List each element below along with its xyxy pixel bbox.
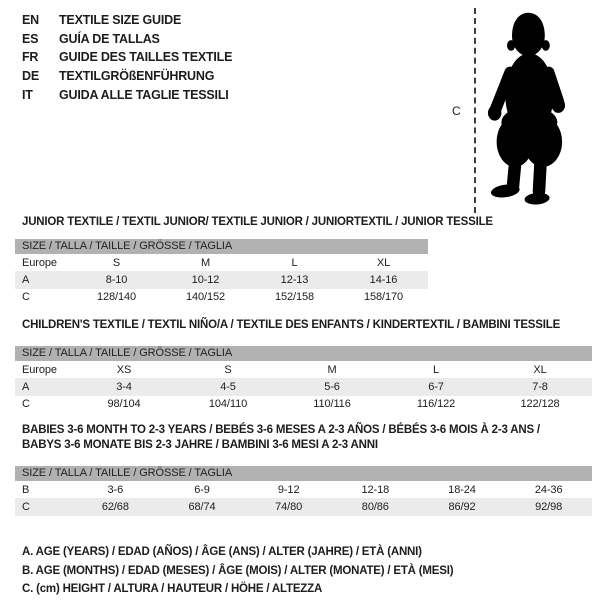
size-cell: 6-7 xyxy=(428,380,444,393)
height-measure-dashed-line xyxy=(474,8,476,213)
size-cell: XL xyxy=(376,256,391,269)
language-code: FR xyxy=(22,50,39,65)
size-cell: 18-24 xyxy=(448,483,476,496)
size-cell: 152/158 xyxy=(274,291,315,304)
measure-label-c: C xyxy=(452,104,461,118)
language-label: TEXTILGRÖßENFÜHRUNG xyxy=(59,69,215,84)
toddler-silhouette-icon xyxy=(481,5,597,217)
legend-line-c: C. (cm) HEIGHT / ALTURA / HAUTEUR / HÖHE / ALTEZZA xyxy=(22,583,323,596)
babies-section-title xyxy=(22,423,540,453)
size-cell: XL xyxy=(533,363,547,376)
table-row-europe xyxy=(15,254,428,271)
row-label: Europe xyxy=(22,363,57,376)
table-row-months xyxy=(15,481,592,498)
size-header-bar: SIZE / TALLA / TAILLE / GRÖSSE / TAGLIA xyxy=(15,346,592,361)
size-cell: 3-4 xyxy=(116,380,132,393)
row-label: C xyxy=(22,291,30,304)
size-cell: 8-10 xyxy=(105,273,128,286)
babies-size-table xyxy=(15,466,592,516)
language-row-en xyxy=(22,11,232,30)
language-row-de xyxy=(22,67,232,86)
size-cell: L xyxy=(291,256,298,269)
row-label: C xyxy=(22,500,30,513)
legend-line-b: B. AGE (MONTHS) / EDAD (MESES) / ÂGE (MOIS) / ALTER (MONATE) / ETÀ (MESI) xyxy=(22,564,454,577)
size-cell: M xyxy=(327,363,337,376)
legend-line-a: A. AGE (YEARS) / EDAD (AÑOS) / ÂGE (ANS) / ALTER (JAHRE) / ETÀ (ANNI) xyxy=(22,546,422,558)
table-row-height xyxy=(15,396,592,413)
babies-title-line2: BABYS 3-6 MONATE BIS 2-3 JAHRE / BAMBINI 3-6 MESI A 2-3 ANNI xyxy=(22,439,378,451)
measurement-legend xyxy=(22,543,453,599)
size-cell: L xyxy=(432,363,440,376)
language-code: ES xyxy=(22,31,39,46)
size-cell: 6-9 xyxy=(194,483,210,496)
language-code: EN xyxy=(22,13,39,28)
table-row-age xyxy=(15,271,428,288)
size-cell: 68/74 xyxy=(188,500,216,513)
size-cell: 74/80 xyxy=(275,500,303,513)
size-cell: 12-13 xyxy=(280,273,309,286)
babies-title-line1: BABIES 3-6 MONTH TO 2-3 YEARS / BEBÉS 3-6 MESES A 2-3 AÑOS / BÉBÉS 3-6 MOIS À 2-3 ANS / xyxy=(22,424,540,436)
language-row-es xyxy=(22,30,232,49)
size-cell: 92/98 xyxy=(535,500,563,513)
language-code: IT xyxy=(22,87,33,102)
size-cell: 5-6 xyxy=(324,380,340,393)
language-label: GUIDA ALLE TAGLIE TESSILI xyxy=(59,87,229,102)
row-label: C xyxy=(22,398,30,411)
language-label: TEXTILE SIZE GUIDE xyxy=(59,13,182,28)
table-row-height xyxy=(15,498,592,515)
size-cell: S xyxy=(224,363,232,376)
size-cell: 86/92 xyxy=(448,500,476,513)
children-section-title: CHILDREN'S TEXTILE / TEXTIL NIÑO/A / TEXTILE DES ENFANTS / KINDERTEXTIL / BAMBINI TESSILE xyxy=(22,319,561,331)
row-label: A xyxy=(22,273,30,286)
size-cell: 3-6 xyxy=(107,483,124,496)
size-cell: 140/152 xyxy=(185,291,226,304)
size-cell: 10-12 xyxy=(191,273,220,286)
size-cell: 4-5 xyxy=(220,380,236,393)
language-row-fr xyxy=(22,48,232,67)
table-row-age xyxy=(15,378,592,395)
size-header-bar: SIZE / TALLA / TAILLE / GRÖSSE / TAGLIA xyxy=(15,239,428,254)
size-cell: 116/122 xyxy=(416,398,456,411)
size-cell: 9-12 xyxy=(277,483,300,496)
size-cell: 62/68 xyxy=(101,500,129,513)
language-row-it xyxy=(22,85,232,104)
junior-size-table xyxy=(15,239,428,306)
size-cell: 12-18 xyxy=(361,483,390,496)
language-title-block xyxy=(22,11,232,104)
size-cell: XS xyxy=(116,363,132,376)
row-label: Europe xyxy=(22,256,57,269)
table-row-height xyxy=(15,289,428,306)
size-cell: 80/86 xyxy=(361,500,389,513)
size-cell: 98/104 xyxy=(107,398,141,411)
language-code: DE xyxy=(22,69,39,84)
language-label: GUÍA DE TALLAS xyxy=(59,31,160,46)
size-cell: 110/116 xyxy=(313,398,351,411)
size-cell: 24-36 xyxy=(534,483,563,496)
size-header-bar: SIZE / TALLA / TAILLE / GRÖSSE / TAGLIA xyxy=(15,466,592,481)
children-size-table xyxy=(15,346,592,413)
junior-section-title: JUNIOR TEXTILE / TEXTIL JUNIOR/ TEXTILE JUNIOR / JUNIORTEXTIL / JUNIOR TESSILE xyxy=(22,216,493,228)
size-cell: 104/110 xyxy=(208,398,248,411)
size-cell: 128/140 xyxy=(96,291,137,304)
language-label: GUIDE DES TAILLES TEXTILE xyxy=(59,50,233,65)
row-label: B xyxy=(22,483,30,496)
table-row-europe xyxy=(15,361,592,378)
size-cell: 7-8 xyxy=(532,380,548,393)
size-cell: 158/170 xyxy=(363,291,404,304)
size-cell: M xyxy=(200,256,211,269)
size-cell: S xyxy=(112,256,121,269)
size-cell: 14-16 xyxy=(369,273,398,286)
size-cell: 122/128 xyxy=(520,398,560,411)
row-label: A xyxy=(22,380,30,393)
